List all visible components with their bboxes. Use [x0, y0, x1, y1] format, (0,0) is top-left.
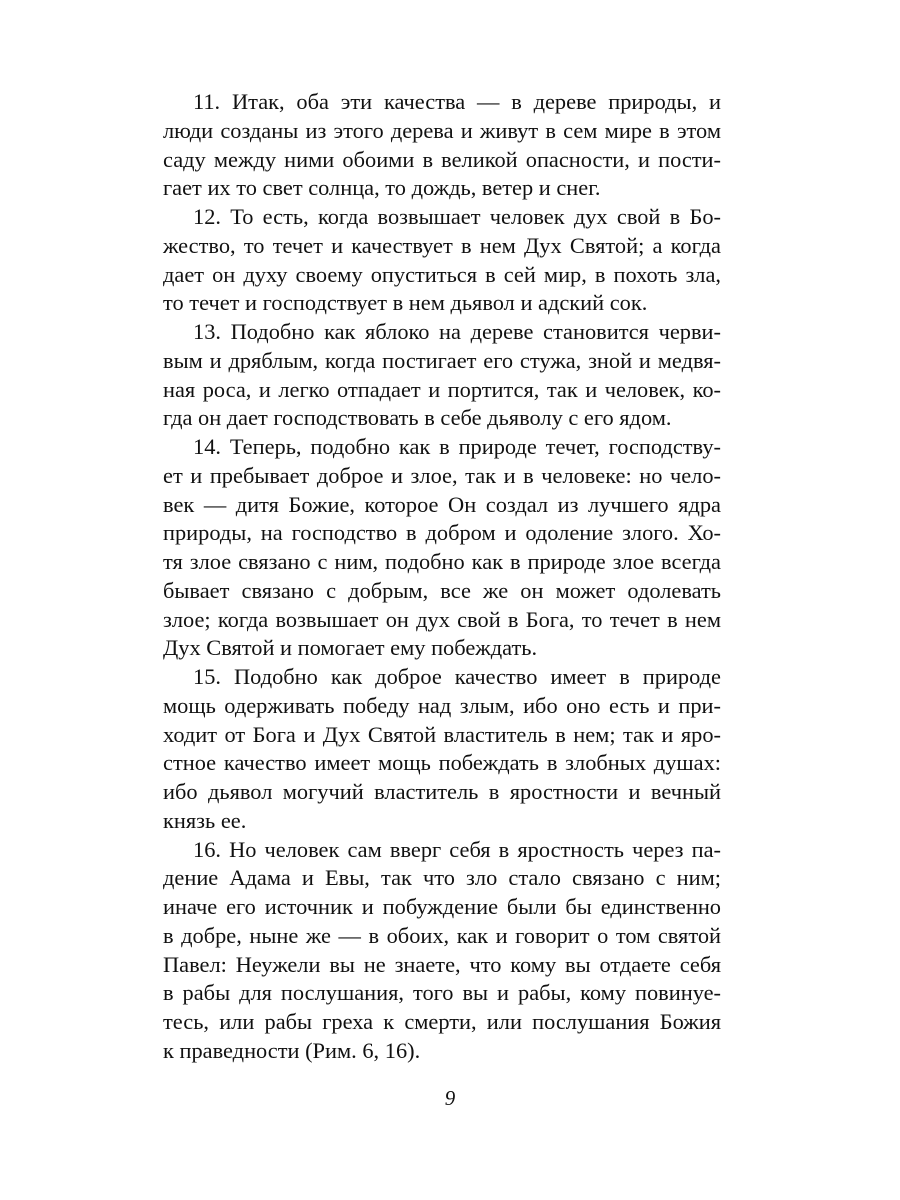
text-line: тя злое связано с ним, подобно как в природе злое всегда: [163, 549, 721, 574]
paragraph-16: [163, 836, 721, 1066]
text-line: жество, то течет и качествует в нем Дух Святой; а когда: [163, 232, 721, 258]
text-line: ходит от Бога и Дух Святой властитель в нем; так и яро-: [163, 721, 721, 747]
text-line: Павел: Неужели вы не знаете, что кому вы отдаете себя: [163, 951, 721, 977]
paragraph-13: [163, 318, 721, 433]
text-line: 15. Подобно как доброе качество имеет в природе: [193, 664, 721, 689]
text-line: саду между ними обоими в великой опасности, и пости-: [163, 146, 721, 172]
text-line: князь ее.: [163, 807, 247, 833]
paragraph-12: [163, 203, 721, 318]
text-line: 16. Но человек сам вверг себя в яростность через па-: [193, 836, 721, 862]
text-line: люди созданы из этого дерева и живут в сем мире в этом: [163, 117, 721, 143]
text-line: гает их то свет солнца, то дождь, ветер и снег.: [163, 175, 601, 201]
paragraph-14: [163, 433, 721, 663]
text-line: то течет и господствует в нем дьявол и адский сок.: [163, 290, 648, 316]
text-line: к праведности (Рим. 6, 16).: [163, 1037, 421, 1063]
text-line: 13. Подобно как яблоко на дереве становится черви-: [193, 319, 721, 344]
body-text: [163, 88, 721, 1066]
text-line: 11. Итак, оба эти качества — в дереве природы, и: [193, 89, 721, 114]
text-line: иначе его источник и побуждение были бы единственно: [163, 894, 721, 919]
text-line: 12. То есть, когда возвышает человек дух свой в Бо-: [193, 204, 721, 229]
text-line: вым и дряблым, когда постигает его стужа, зной и медвя-: [163, 347, 721, 373]
text-line: природы, на господство в добром и одоление злого. Хо-: [163, 520, 721, 546]
text-line: в рабы для послушания, того вы и рабы, кому повинуе-: [163, 980, 721, 1006]
text-line: ет и пребывает доброе и злое, так и в человеке: но чело-: [163, 462, 721, 488]
text-line: бывает связано с добрым, все же он может одолевать: [163, 577, 721, 603]
text-line: 14. Теперь, подобно как в природе течет, господству-: [193, 434, 721, 459]
text-line: стное качество имеет мощь побеждать в злобных душах:: [163, 750, 721, 776]
paragraph-11: [163, 88, 721, 203]
text-line: дение Адама и Евы, так что зло стало связано с ним;: [163, 865, 721, 891]
text-line: век — дитя Божие, которое Он создал из лучшего ядра: [163, 491, 721, 517]
text-line: злое; когда возвышает он дух свой в Бога, то течет в нем: [163, 606, 721, 632]
paragraph-15: [163, 663, 721, 836]
text-line: ная роса, и легко отпадает и портится, так и человек, ко-: [163, 376, 721, 402]
page-number: 9: [444, 1086, 456, 1110]
text-line: Дух Святой и помогает ему побеждать.: [163, 635, 538, 661]
text-line: в добре, ныне же — в обоих, как и говорит о том святой: [163, 922, 721, 948]
text-line: гда он дает господствовать в себе дьяволу с его ядом.: [163, 405, 672, 431]
text-line: мощь одерживать победу над злым, ибо оно есть и при-: [163, 692, 721, 718]
text-line: тесь, или рабы греха к смерти, или послушания Божия: [163, 1009, 721, 1034]
text-line: ибо дьявол могучий властитель в яростности и вечный: [163, 779, 721, 804]
text-line: дает он духу своему опуститься в сей мир, в похоть зла,: [163, 261, 721, 287]
